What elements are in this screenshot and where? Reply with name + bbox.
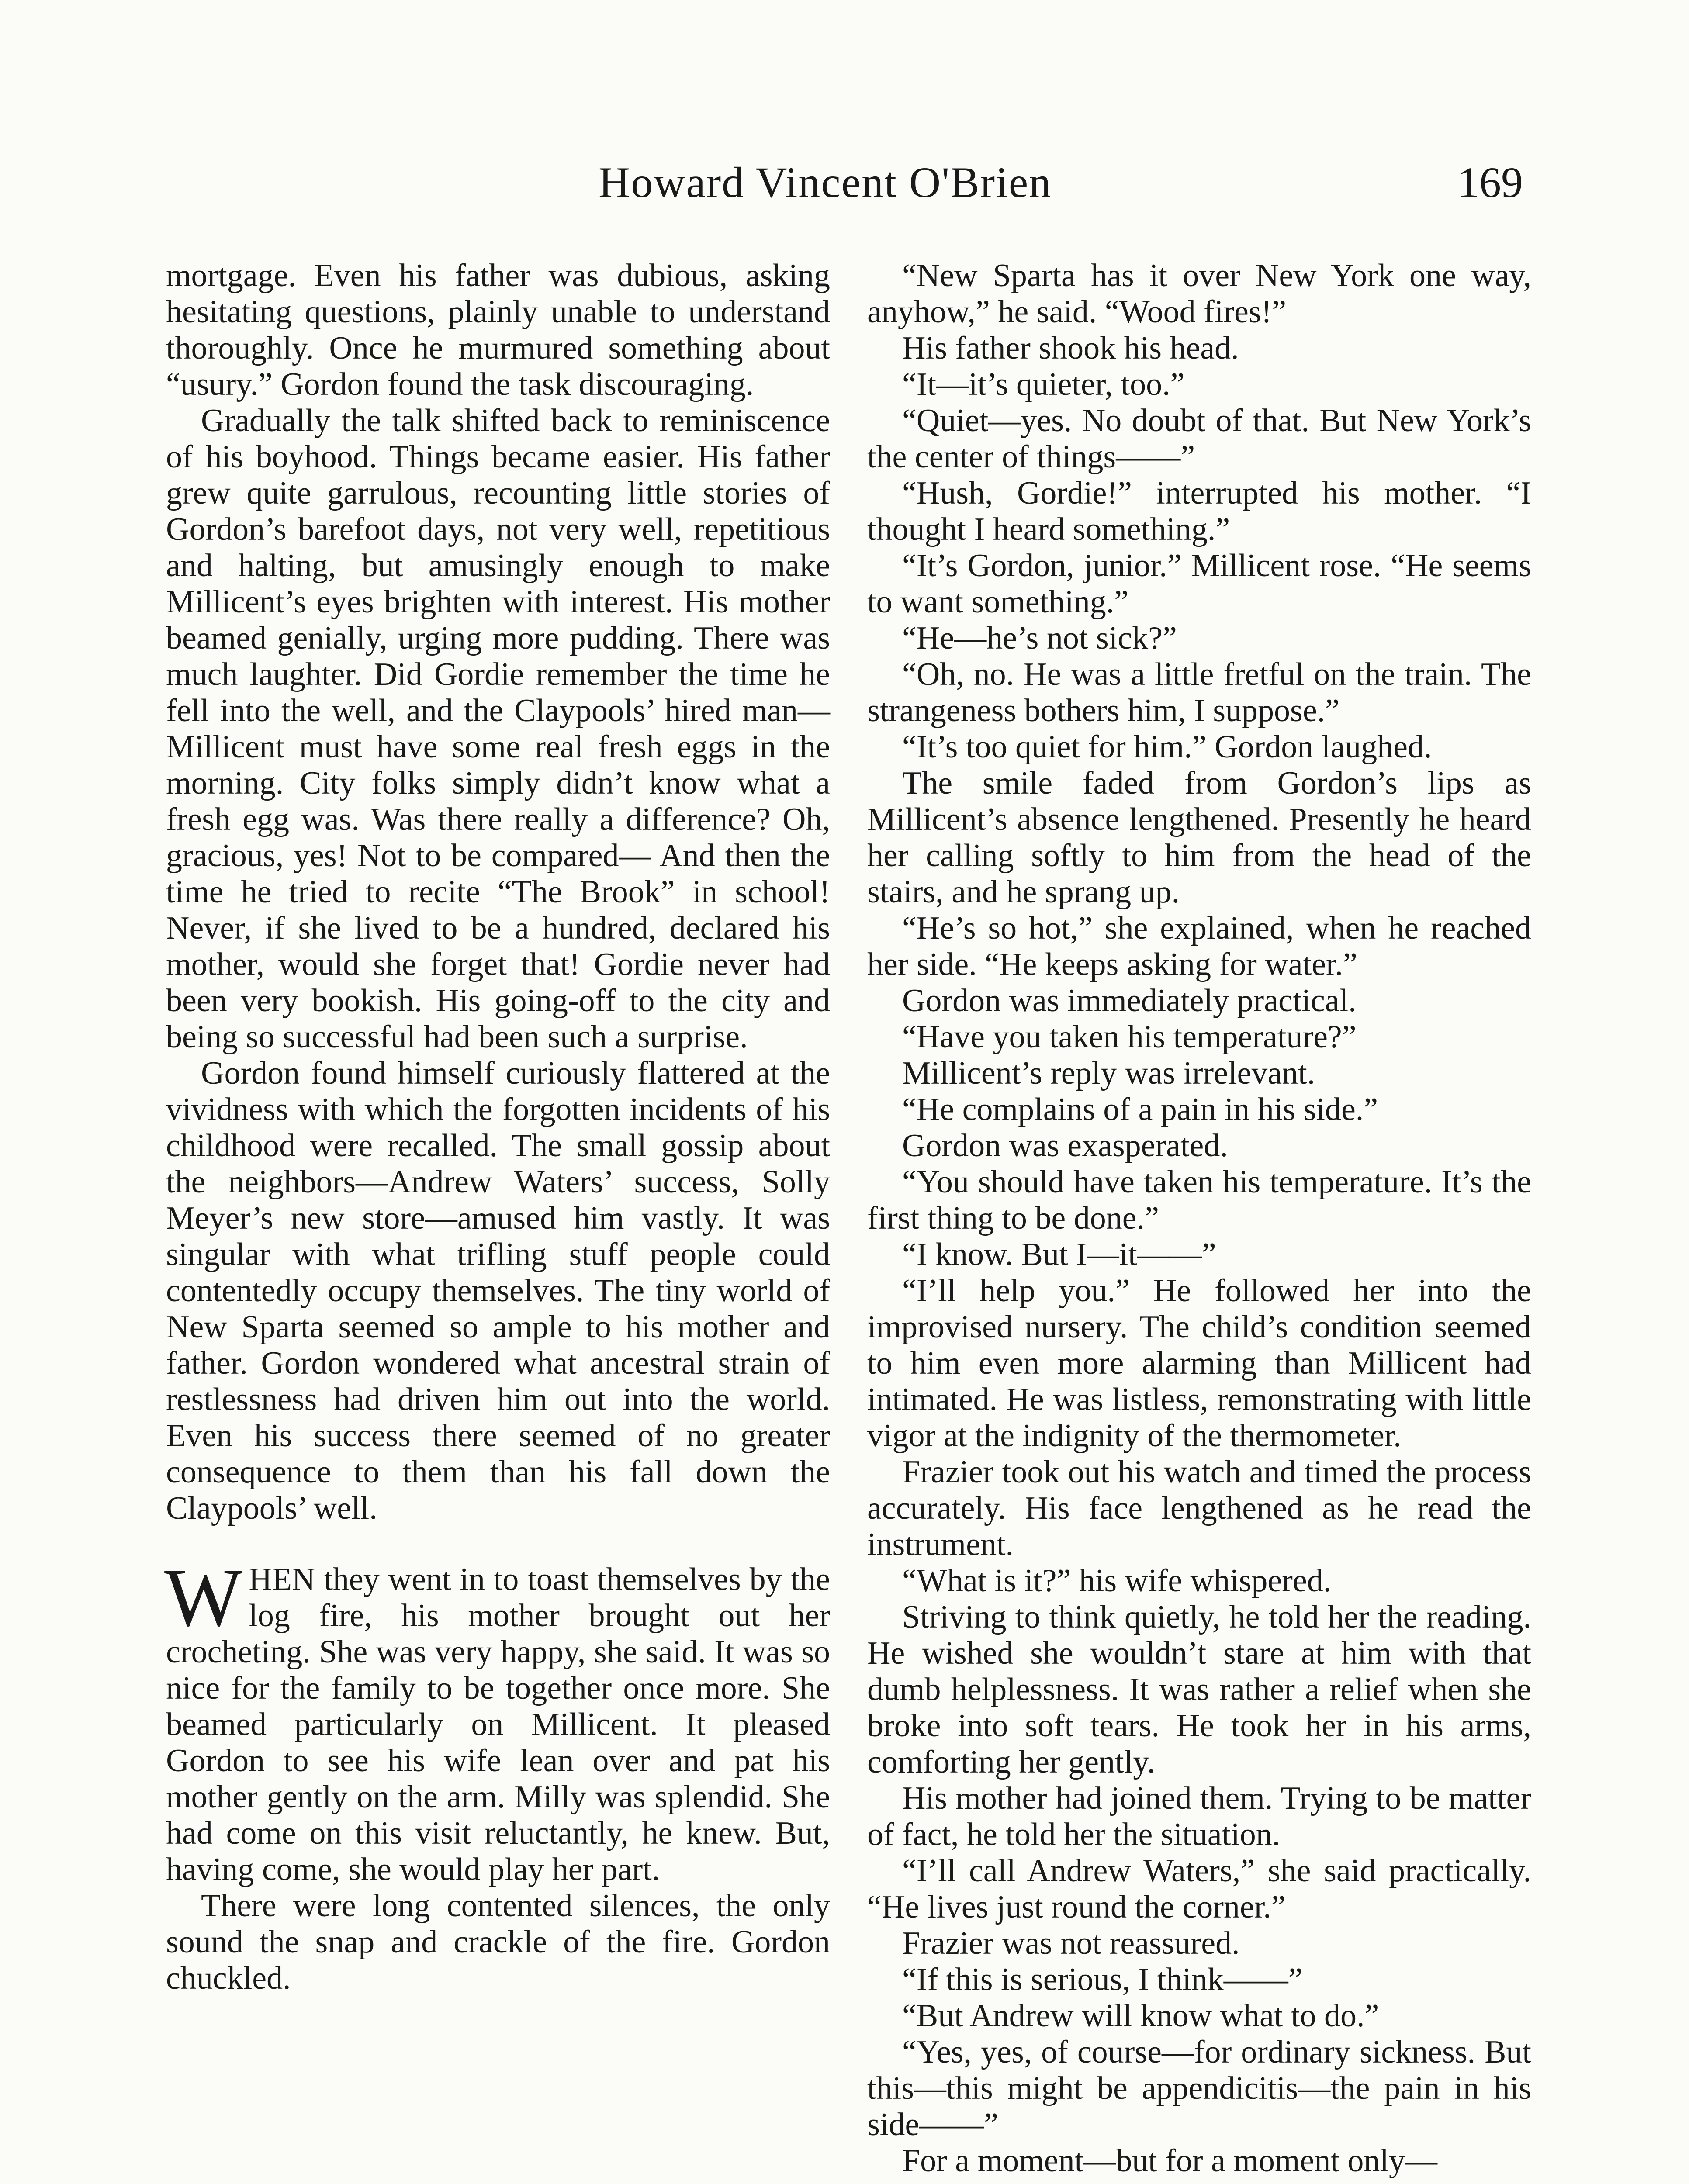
paragraph-text: His mother had joined them. Trying to be matter of fact, he told her the situation.: [867, 1780, 1531, 1852]
paragraph: [867, 910, 1531, 983]
paragraph-text: There were long contented silences, the only sound the snap and crackle of the fire. Gordon chuckled.: [166, 1888, 830, 1996]
paragraph: [867, 1563, 1531, 1599]
paragraph-text: “You should have taken his temperature. It’s the first thing to be done.”: [867, 1164, 1531, 1236]
paragraph: [867, 1454, 1531, 1563]
paragraph-text: “I’ll call Andrew Waters,” she said practically. “He lives just round the corner.”: [867, 1853, 1531, 1925]
paragraph: [867, 1237, 1531, 1273]
paragraph: [867, 2034, 1531, 2143]
paragraph: [867, 258, 1531, 330]
paragraph: [867, 1962, 1531, 1998]
paragraph-text: Gordon was exasperated.: [902, 1128, 1228, 1164]
paragraph: [867, 983, 1531, 1019]
paragraph: [867, 1164, 1531, 1237]
running-title: Howard Vincent O'Brien: [599, 158, 1052, 207]
paragraph: [867, 548, 1531, 620]
paragraph-text: For a moment—but for a moment only—: [902, 2143, 1437, 2179]
paragraph-text: Gordon found himself curiously flattered at the vividness with which the forgotten incidents of his childhood were recalled. The small gossip about the neighbors—Andrew Waters’ success, Solly Meyer’s new store—amused him vastly. It was singular with what trifling stuff people could contentedly occupy themselves. The tiny world of New Sparta seemed so ample to his mother and father. Gordon wondered what ancestral strain of restlessness had driven him out into the world. Even his success there seemed of no greater consequence to them than his fall down the Claypools’ well.: [166, 1055, 830, 1526]
page-number: 169: [1457, 158, 1523, 207]
paragraph: [867, 403, 1531, 475]
paragraph-text: “But Andrew will know what to do.”: [902, 1998, 1379, 2034]
paragraph: [867, 1019, 1531, 1055]
page-header: [0, 157, 1689, 218]
paragraph-text: “He’s so hot,” she explained, when he reached her side. “He keeps asking for water.”: [867, 910, 1531, 982]
paragraph-text: “I’ll help you.” He followed her into the improvised nursery. The child’s condition seemed to him even more alarming than Millicent had intimated. He was listless, remonstrating with little vigor at the indignity of the thermometer.: [867, 1273, 1531, 1454]
paragraph-text: His father shook his head.: [902, 330, 1239, 366]
paragraph-text: “It’s Gordon, junior.” Millicent rose. “He seems to want something.”: [867, 548, 1531, 620]
paragraph: [867, 657, 1531, 729]
paragraph-text: “If this is serious, I think——”: [902, 1962, 1303, 1997]
paragraph: [867, 1055, 1531, 1092]
paragraph: [166, 1888, 830, 1997]
paragraph-text: “New Sparta has it over New York one way, anyhow,” he said. “Wood fires!”: [867, 258, 1531, 330]
paragraph-text: “Have you taken his temperature?”: [902, 1019, 1357, 1055]
paragraph: [867, 475, 1531, 548]
paragraph-text: “It’s too quiet for him.” Gordon laughed.: [902, 729, 1432, 765]
paragraph-text: HEN they went in to toast themselves by the log fire, his mother brought out her crocheting. She was very happy, she said. It was so nice for the family to be together once more. She beamed particularly on Millicent. It pleased Gordon to see his wife lean over and pat his mother gently on the arm. Milly was splendid. She had come on this visit reluctantly, he knew. But, having come, she would play her part.: [166, 1562, 830, 1887]
paragraph: [867, 1599, 1531, 1780]
paragraph: [166, 258, 830, 403]
paragraph-text: “Oh, no. He was a little fretful on the train. The strangeness bothers him, I suppose.”: [867, 657, 1531, 729]
paragraph-text: Frazier was not reassured.: [902, 1925, 1240, 1961]
paragraph-text: Gordon was immediately practical.: [902, 983, 1357, 1019]
paragraph-text: Striving to think quietly, he told her the reading. He wished she wouldn’t stare at him with that dumb helplessness. It was rather a relief when she broke into soft tears. He took her in his arms, comforting her gently.: [867, 1599, 1531, 1780]
paragraph-text: “It—it’s quieter, too.”: [902, 366, 1185, 402]
paragraph: [867, 1925, 1531, 1962]
paragraph-text: “Hush, Gordie!” interrupted his mother. “I thought I heard something.”: [867, 475, 1531, 547]
drop-cap: W: [164, 1552, 243, 1644]
paragraph-text: mortgage. Even his father was dubious, asking hesitating questions, plainly unable to understand thoroughly. Once he murmured something about “usury.” Gordon found the task discouraging.: [166, 258, 830, 402]
paragraph: [867, 765, 1531, 910]
paragraph: [867, 330, 1531, 366]
left-column: [166, 258, 830, 1997]
paragraph-text: “I know. But I—it——”: [902, 1237, 1216, 1272]
paragraph-text: “Yes, yes, of course—for ordinary sickness. But this—this might be appendicitis—the pain in his side——”: [867, 2034, 1531, 2143]
paragraph: [867, 729, 1531, 765]
paragraph: [166, 1055, 830, 1527]
paragraph: [867, 1092, 1531, 1128]
paragraph: [867, 620, 1531, 657]
paragraph-text: The smile faded from Gordon’s lips as Millicent’s absence lengthened. Presently he heard her calling softly to him from the head of the stairs, and he sprang up.: [867, 765, 1531, 910]
paragraph: [867, 1998, 1531, 2034]
paragraph: [867, 1853, 1531, 1925]
paragraph: [867, 1780, 1531, 1853]
right-column: [867, 258, 1531, 2179]
paragraph-text: Gradually the talk shifted back to reminiscence of his boyhood. Things became easier. His father grew quite garrulous, recounting little stories of Gordon’s barefoot days, not very well, repetitious and halting, but amusingly enough to make Millicent’s eyes brighten with interest. His mother beamed genially, urging more pudding. There was much laughter. Did Gordie remember the time he fell into the well, and the Claypools’ hired man— Millicent must have some real fresh eggs in the morning. City folks simply didn’t know what a fresh egg was. Was there really a difference? Oh, gracious, yes! Not to be compared— And then the time he tried to recite “The Brook” in school! Never, if she lived to be a hundred, declared his mother, would she forget that! Gordie never had been very bookish. His going-off to the city and being so successful had been such a surprise.: [166, 403, 830, 1055]
paragraph: [867, 1273, 1531, 1454]
paragraph: [867, 1128, 1531, 1164]
paragraph: [867, 366, 1531, 403]
paragraph-text: “What is it?” his wife whispered.: [902, 1563, 1332, 1599]
paragraph-text: Frazier took out his watch and timed the process accurately. His face lengthened as he read the instrument.: [867, 1454, 1531, 1562]
paragraph-text: “He complains of a pain in his side.”: [902, 1092, 1378, 1127]
paragraph-text: “Quiet—yes. No doubt of that. But New York’s the center of things——”: [867, 403, 1531, 475]
paragraph-text: Millicent’s reply was irrelevant.: [902, 1055, 1315, 1091]
paragraph: [166, 403, 830, 1055]
paragraph-text: “He—he’s not sick?”: [902, 620, 1177, 656]
paragraph: [867, 2143, 1531, 2179]
paragraph: [164, 1552, 830, 1888]
